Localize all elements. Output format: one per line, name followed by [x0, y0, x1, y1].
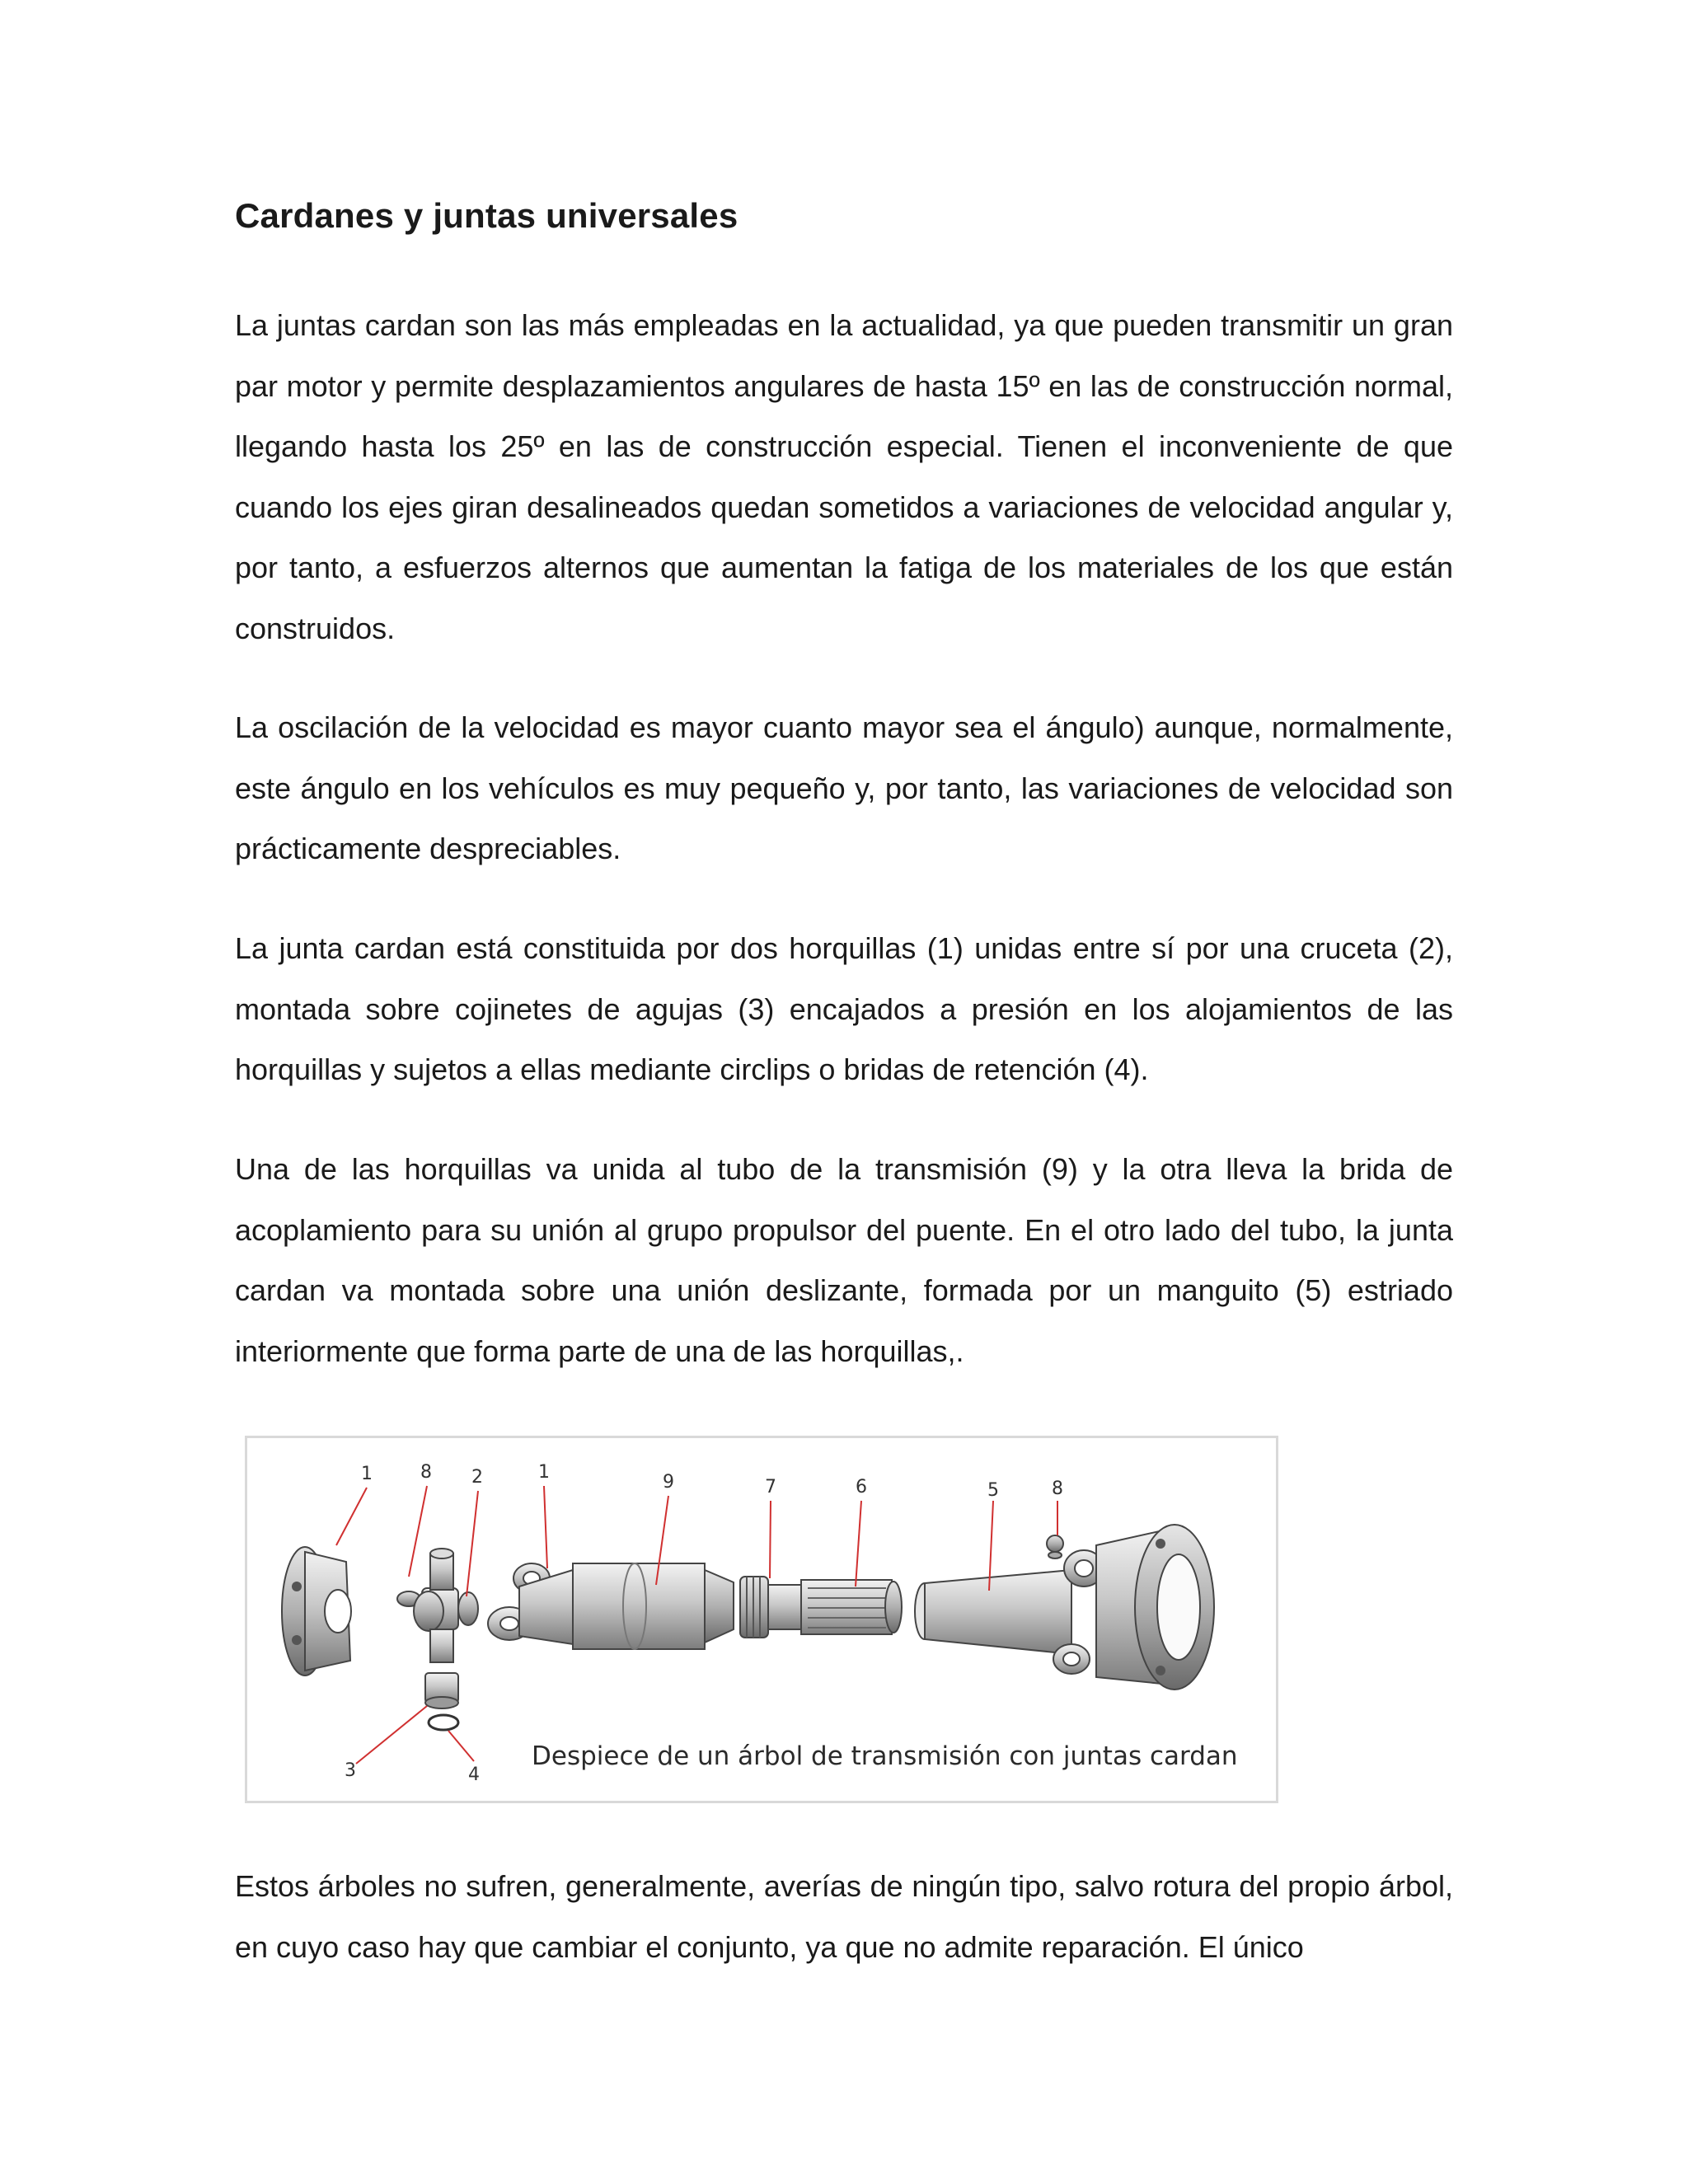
- part-number: 3: [345, 1760, 356, 1781]
- part-number: 1: [538, 1462, 550, 1483]
- page-title: Cardanes y juntas universales: [235, 196, 738, 235]
- yoke-and-tube: [488, 1563, 734, 1649]
- part-number: 7: [765, 1477, 776, 1497]
- seal-ring: [740, 1577, 768, 1638]
- part-number: 6: [856, 1477, 867, 1497]
- part-number: 5: [987, 1480, 999, 1501]
- part-number: 8: [420, 1462, 432, 1483]
- slip-sleeve-and-flange: [915, 1525, 1214, 1690]
- part-number: 2: [471, 1467, 483, 1488]
- paragraph: La oscilación de la velocidad es mayor cuanto mayor sea el ángulo) aunque, normalmente, este ángulo en los vehículos es muy pequeño y, por tanto, las variaciones de velocidad son prácticamente despreciables.: [235, 710, 1453, 865]
- paragraph: La junta cardan está constituida por dos horquillas (1) unidas entre sí por una cruceta (2), montada sobre cojinetes de agujas (3) encajados a presión en los alojamientos de las horquillas y sujetos a ellas mediante circlips o bridas de retención (4).: [235, 931, 1453, 1086]
- exploded-driveshaft-figure: [245, 1436, 1278, 1803]
- grease-nipple: [1047, 1535, 1063, 1558]
- splined-shaft: [768, 1580, 902, 1634]
- needle-bearing: [425, 1673, 458, 1730]
- part-number: 9: [663, 1472, 674, 1493]
- paragraph: Una de las horquillas va unida al tubo de la transmisión (9) y la otra lleva la brida de acoplamiento para su unión al grupo propulsor del puente. En el otro lado del tubo, la junta cardan va montada sobre una unión deslizante, formada por un manguito (5) estriado interiormente que forma parte de una de las horquillas,.: [235, 1152, 1453, 1368]
- cross-spider: [397, 1549, 478, 1662]
- flange-yoke-left: [282, 1547, 351, 1675]
- part-number: 1: [361, 1464, 373, 1484]
- figure-caption: Despiece de un árbol de transmisión con juntas cardan: [532, 1741, 1238, 1771]
- part-number: 8: [1052, 1479, 1063, 1499]
- part-number: 4: [468, 1765, 480, 1785]
- paragraph: Estos árboles no sufren, generalmente, averías de ningún tipo, salvo rotura del propio árbol, en cuyo caso hay que cambiar el conjunto, ya que no admite reparación. El único: [235, 1869, 1453, 1964]
- paragraph: La juntas cardan son las más empleadas en la actualidad, ya que pueden transmitir un gran par motor y permite desplazamientos angulares de hasta 15º en las de construcción normal, llegando hasta los 25º en las de construcción especial. Tienen el inconveniente de que cuando los ejes giran desalineados quedan sometidos a variaciones de velocidad angular y, por tanto, a esfuerzos alternos que aumentan la fatiga de los materiales de los que están construidos.: [235, 308, 1453, 645]
